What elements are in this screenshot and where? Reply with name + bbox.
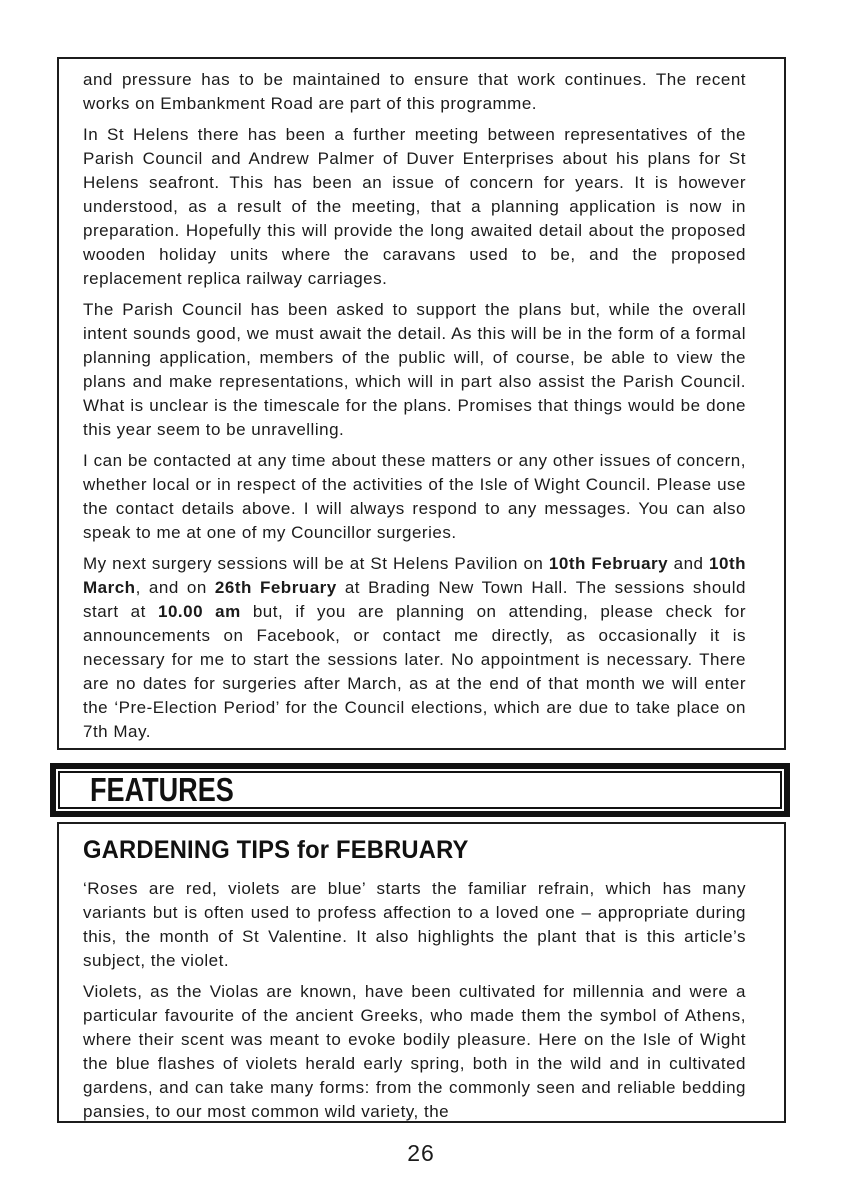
- page-number: 26: [407, 1140, 435, 1166]
- report-paragraph-5: My next surgery sessions will be at St Helens Pavilion on 10th February and 10th March, and on 26th February at Brading New Town Hall. The sessions should start at 10.00 am but, if you are planning on attending, please check for announcements on Facebook, or contact me directly, as occasionally it is necessary for me to start the sessions later. No appointment is necessary. There are no dates for surgeries after March, as at the end of that month we will enter the ‘Pre-Election Period’ for the Council elections, which are due to take place on 7th May.: [83, 554, 746, 741]
- report-paragraph-2: In St Helens there has been a further meeting between representatives of the Parish Council and Andrew Palmer of Duver Enterprises about his plans for St Helens seafront. This has been an issue of concern for years. It is however understood, as a result of the meeting, that a planning application is now in preparation. Hopefully this will provide the long awaited detail about the proposed wooden holiday units where the caravans used to be, and the proposed replacement replica railway carriages.: [83, 125, 746, 288]
- report-paragraph-3: The Parish Council has been asked to support the plans but, while the overall intent sounds good, we must await the detail. As this will be in the form of a formal planning application, members of the public will, of course, be able to view the plans and make representations, which will in part also assist the Parish Council. What is unclear is the timescale for the plans. Promises that things would be done this year seem to be unravelling.: [83, 300, 746, 439]
- gardening-article-heading: GARDENING TIPS for FEBRUARY: [83, 836, 469, 864]
- councillor-report-box: [57, 57, 786, 750]
- gardening-paragraph-2: Violets, as the Violas are known, have been cultivated for millennia and were a particular favourite of the ancient Greeks, who made them the symbol of Athens, where their scent was meant to evoke bodily pleasure. Here on the Isle of Wight the blue flashes of violets herald early spring, both in the wild and in cultivated gardens, and can take many forms: from the commonly seen and reliable bedding pansies, to our most common wild variety, the: [83, 982, 746, 1121]
- features-section-title: FEATURES: [90, 771, 234, 808]
- features-section-banner: [50, 763, 790, 817]
- features-banner-frame: [58, 771, 782, 809]
- report-paragraph-1: and pressure has to be maintained to ensure that work continues. The recent works on Embankment Road are part of this programme.: [83, 70, 746, 113]
- gardening-paragraph-1: ‘Roses are red, violets are blue’ starts the familiar refrain, which has many variants but is often used to profess affection to a loved one – appropriate during this, the month of St Valentine. It also highlights the plant that is this article’s subject, the violet.: [83, 879, 746, 970]
- report-paragraph-4: I can be contacted at any time about these matters or any other issues of concern, whether local or in respect of the activities of the Isle of Wight Council. Please use the contact details above. I will always respond to any messages. You can also speak to me at one of my Councillor surgeries.: [83, 451, 746, 542]
- gardening-article-box: [57, 822, 786, 1123]
